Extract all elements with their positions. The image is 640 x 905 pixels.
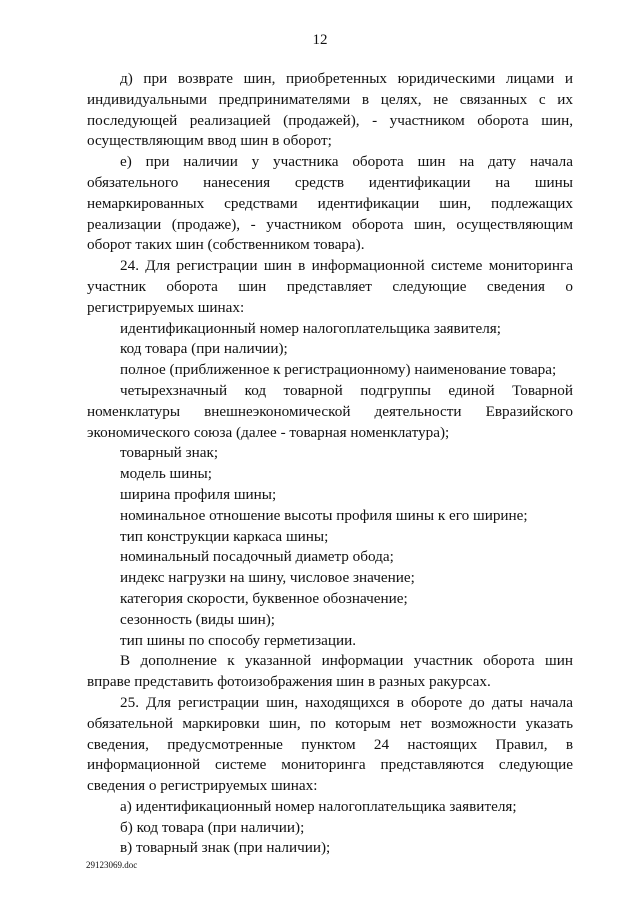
list-item-a-inn: а) идентификационный номер налогоплательщика заявителя; [120, 797, 517, 815]
list-item-tnved-code: четырехзначный код товарной подгруппы единой Товарной номенклатуры внешнеэкономической деятельности Евразийского экономического союза (далее - товарная номенклатура); [87, 381, 573, 441]
list-item-sealing-type: тип шины по способу герметизации. [120, 631, 357, 649]
list-item-seasonality: сезонность (виды шин); [120, 610, 275, 628]
list-item-product-name: полное (приближенное к регистрационному) наименование товара; [120, 361, 557, 379]
paragraph-d-return-tires: д) при возврате шин, приобретенных юридическими лицами и индивидуальными предпринимателями в целях, не связанных с их последующей реализацией (продажей), - участником оборота шин, осуществляющим ввод шин в оборот; [87, 70, 573, 150]
list-item-product-code: код товара (при наличии); [120, 340, 288, 358]
list-item-profile-width: ширина профиля шины; [120, 485, 277, 503]
list-item-inn: идентификационный номер налогоплательщика заявителя; [120, 319, 502, 337]
file-name-footer: 29123069.doc [86, 860, 138, 870]
list-item-trademark: товарный знак; [120, 444, 219, 462]
list-item-rim-diameter: номинальный посадочный диаметр обода; [120, 548, 394, 566]
list-item-b-product-code: б) код товара (при наличии); [120, 818, 305, 836]
paragraph-24-registration: 24. Для регистрации шин в информационной системе мониторинга участник оборота шин представляет следующие сведения о регистрируемых шинах: [87, 257, 573, 316]
paragraph-photos: В дополнение к указанной информации участник оборота шин вправе представить фотоизображения шин в разных ракурсах. [87, 652, 573, 691]
list-item-aspect-ratio: номинальное отношение высоты профиля шины к его ширине; [120, 506, 528, 524]
list-item-v-trademark: в) товарный знак (при наличии); [120, 839, 331, 857]
paragraph-25-registration: 25. Для регистрации шин, находящихся в обороте до даты начала обязательной маркировки шин, по которым нет возможности указать сведения, предусмотренные пунктом 24 настоящих Правил, в информационной системе мониторинга представляются следующие сведения о регистрируемых шинах: [87, 693, 573, 795]
list-item-load-index: индекс нагрузки на шину, числовое значение; [120, 569, 415, 587]
list-item-carcass-type: тип конструкции каркаса шины; [120, 527, 329, 545]
page-number: 12 [312, 32, 328, 48]
document-body [87, 69, 573, 859]
paragraph-e-unmarked-tires: е) при наличии у участника оборота шин на дату начала обязательного нанесения средств идентификации на шины немаркированных средствами идентификации шин, подлежащих реализации (продаже), - участником оборота шин, осуществляющим оборот таких шин (собственником товара). [87, 153, 573, 254]
list-item-speed-category: категория скорости, буквенное обозначение; [120, 589, 408, 607]
list-item-tire-model: модель шины; [120, 465, 212, 483]
